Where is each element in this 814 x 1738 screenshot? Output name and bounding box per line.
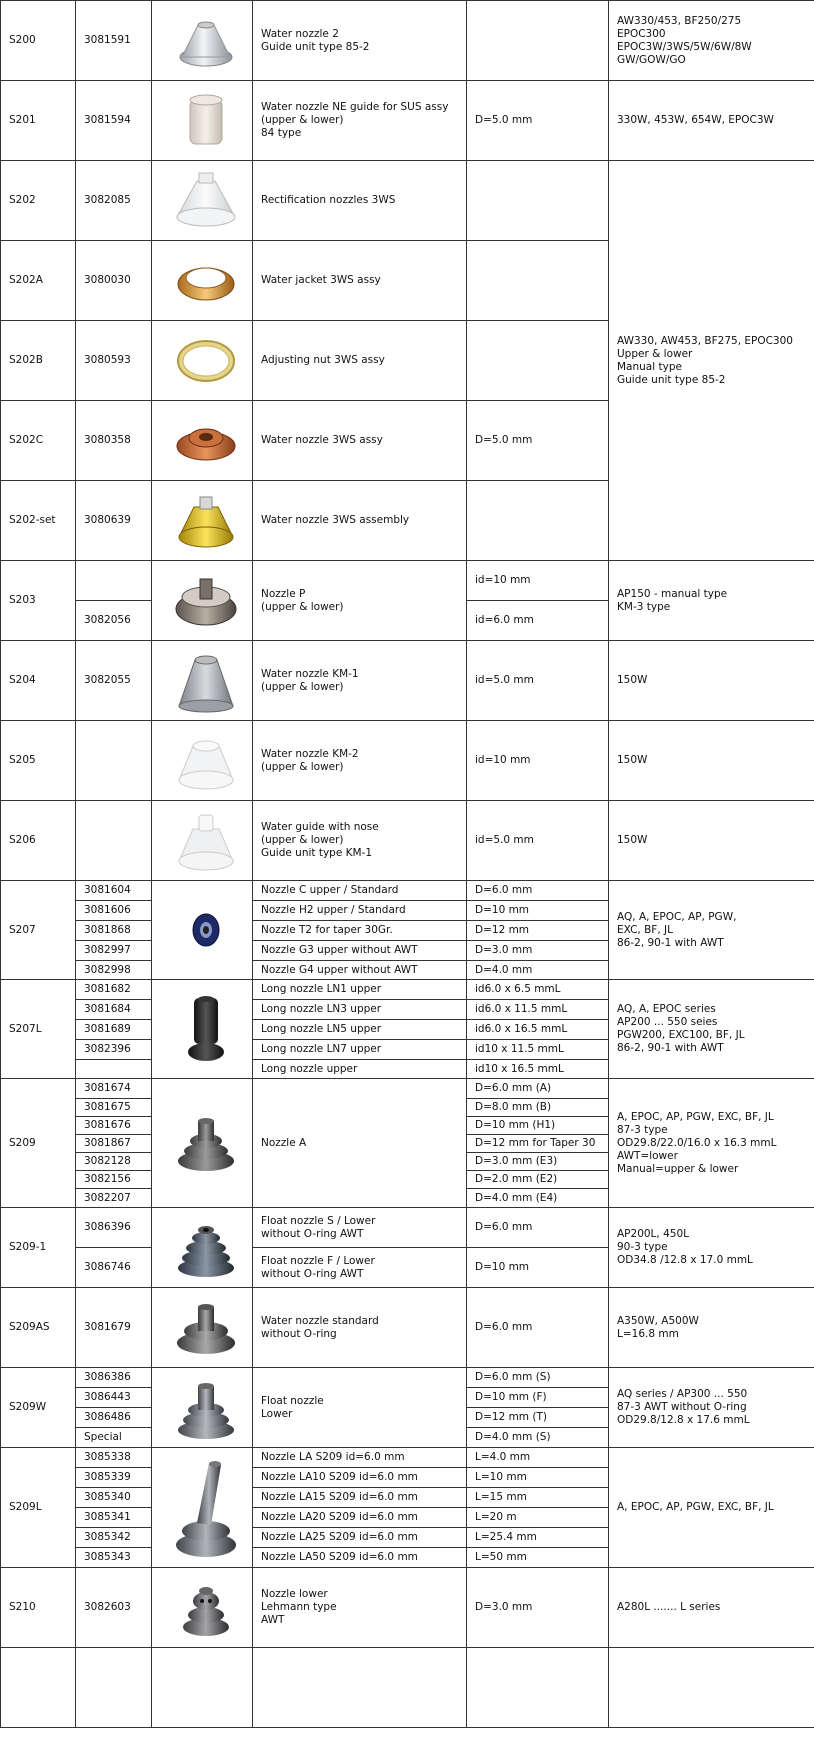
part-number: 3082055 (76, 641, 152, 721)
water-nozzle-image (176, 13, 236, 69)
spec: D=3.0 mm (467, 941, 609, 961)
description: Nozzle G3 upper without AWT (253, 941, 467, 961)
spec: D=12 mm (T) (467, 1408, 609, 1428)
spec: D=10 mm (467, 1248, 609, 1288)
spec: D=6.0 mm (467, 1288, 609, 1368)
item-code: S203 (1, 561, 76, 641)
part-number: 3082156 (76, 1171, 152, 1189)
spec (467, 161, 609, 241)
description: Nozzle LA S209 id=6.0 mm (253, 1448, 467, 1468)
water-guide-image (175, 809, 237, 873)
part-number: 3086396 (76, 1208, 152, 1248)
nozzle-lower-lehmann-image (180, 1577, 232, 1639)
spec: D=4.0 mm (S) (467, 1428, 609, 1448)
item-code: S207L (1, 980, 76, 1079)
part-number (76, 561, 152, 601)
part-number: 3081591 (76, 1, 152, 81)
description: Water nozzle 3WS assy (253, 401, 467, 481)
item-code: S202 (1, 161, 76, 241)
part-number: 3081682 (76, 980, 152, 1000)
part-number: 3081868 (76, 921, 152, 941)
description: Nozzle LA10 S209 id=6.0 mm (253, 1468, 467, 1488)
empty-cell (1, 1648, 76, 1728)
part-number: 3082998 (76, 961, 152, 980)
description: Water jacket 3WS assy (253, 241, 467, 321)
copper-nozzle-image (174, 418, 238, 464)
spec: D=10 mm (H1) (467, 1117, 609, 1135)
spec: L=50 mm (467, 1548, 609, 1568)
description: Nozzle H2 upper / Standard (253, 901, 467, 921)
spec: id=5.0 mm (467, 801, 609, 881)
description: Water nozzle 2 Guide unit type 85-2 (253, 1, 467, 81)
part-number: 3082128 (76, 1153, 152, 1171)
description: Float nozzle Lower (253, 1368, 467, 1448)
part-image (152, 1368, 253, 1448)
item-code: S202-set (1, 481, 76, 561)
spec: D=2.0 mm (E2) (467, 1171, 609, 1189)
float-nozzle-lower-image (175, 1374, 237, 1442)
description: Nozzle LA20 S209 id=6.0 mm (253, 1508, 467, 1528)
description: Nozzle T2 for taper 30Gr. (253, 921, 467, 941)
part-image (152, 1568, 253, 1648)
item-code: S209W (1, 1368, 76, 1448)
compatibility: AP150 - manual type KM-3 type (609, 561, 814, 641)
table-row (1, 721, 814, 801)
description: Nozzle LA50 S209 id=6.0 mm (253, 1548, 467, 1568)
table-row (1, 641, 814, 721)
part-number: 3082207 (76, 1189, 152, 1208)
part-number: 3081679 (76, 1288, 152, 1368)
part-number: 3080593 (76, 321, 152, 401)
compatibility: A280L ....... L series (609, 1568, 814, 1648)
item-code: S202B (1, 321, 76, 401)
description: Nozzle C upper / Standard (253, 881, 467, 901)
description: Long nozzle LN7 upper (253, 1040, 467, 1060)
description: Long nozzle upper (253, 1060, 467, 1079)
part-number: 3081689 (76, 1020, 152, 1040)
description: Nozzle LA25 S209 id=6.0 mm (253, 1528, 467, 1548)
item-code: S206 (1, 801, 76, 881)
item-code: S200 (1, 1, 76, 81)
table-row (1, 1288, 814, 1368)
spec: D=12 mm for Taper 30 (467, 1135, 609, 1153)
description: Rectification nozzles 3WS (253, 161, 467, 241)
float-nozzle-image (175, 1216, 237, 1280)
part-image (152, 881, 253, 980)
description: Float nozzle S / Lower without O-ring AWT (253, 1208, 467, 1248)
description: Water nozzle KM-1 (upper & lower) (253, 641, 467, 721)
spec: L=20 m (467, 1508, 609, 1528)
guide-nozzle-image (184, 92, 228, 150)
nozzle-a-image (175, 1111, 237, 1175)
part-image (152, 401, 253, 481)
compatibility: AW330/453, BF250/275 EPOC300 EPOC3W/3WS/5W/6W/8W GW/GOW/GO (609, 1, 814, 81)
water-jacket-image (175, 258, 237, 304)
part-number: 3085343 (76, 1548, 152, 1568)
nozzle-km1-image (175, 648, 237, 714)
part-number: 3081676 (76, 1117, 152, 1135)
spec: D=4.0 mm (467, 961, 609, 980)
spec: D=10 mm (467, 901, 609, 921)
item-code: S205 (1, 721, 76, 801)
table-row-empty (1, 1648, 814, 1728)
spec: D=10 mm (F) (467, 1388, 609, 1408)
item-code: S204 (1, 641, 76, 721)
part-image (152, 1079, 253, 1208)
spec: id=5.0 mm (467, 641, 609, 721)
part-number: 3082997 (76, 941, 152, 961)
spec: D=5.0 mm (467, 81, 609, 161)
part-number: 3082085 (76, 161, 152, 241)
description: Long nozzle LN5 upper (253, 1020, 467, 1040)
empty-cell (467, 1648, 609, 1728)
part-number: 3082056 (76, 601, 152, 641)
spec: L=4.0 mm (467, 1448, 609, 1468)
compatibility: AP200L, 450L 90-3 type OD34.8 /12.8 x 17.0 mmL (609, 1208, 814, 1288)
water-nozzle-standard-image (174, 1297, 238, 1359)
part-number: 3081684 (76, 1000, 152, 1020)
compatibility: AQ, A, EPOC, AP, PGW, EXC, BF, JL 86-2, 90-1 with AWT (609, 881, 814, 980)
part-number (76, 801, 152, 881)
description: Long nozzle LN3 upper (253, 1000, 467, 1020)
spec (467, 321, 609, 401)
part-number: 3080358 (76, 401, 152, 481)
part-number: 3081675 (76, 1099, 152, 1117)
part-number: 3081594 (76, 81, 152, 161)
table-row (1, 1448, 814, 1468)
part-image (152, 1288, 253, 1368)
part-image (152, 801, 253, 881)
part-number: 3082603 (76, 1568, 152, 1648)
table-row (1, 561, 814, 601)
description: Nozzle LA15 S209 id=6.0 mm (253, 1488, 467, 1508)
description: Long nozzle LN1 upper (253, 980, 467, 1000)
spec: id=6.0 mm (467, 601, 609, 641)
item-code: S209AS (1, 1288, 76, 1368)
adjusting-nut-image (175, 337, 237, 385)
part-image (152, 241, 253, 321)
description: Nozzle A (253, 1079, 467, 1208)
part-image (152, 1208, 253, 1288)
part-number: 3080639 (76, 481, 152, 561)
table-row (1, 1, 814, 81)
item-code: S209L (1, 1448, 76, 1568)
part-number: 3081674 (76, 1079, 152, 1099)
spec: D=3.0 mm (467, 1568, 609, 1648)
description: Water nozzle 3WS assembly (253, 481, 467, 561)
empty-cell (152, 1648, 253, 1728)
compatibility: 150W (609, 721, 814, 801)
spec: D=6.0 mm (A) (467, 1079, 609, 1099)
part-image (152, 481, 253, 561)
part-image (152, 321, 253, 401)
empty-cell (76, 1648, 152, 1728)
nozzle-c-image (191, 910, 221, 950)
table-row (1, 1079, 814, 1099)
spec: L=10 mm (467, 1468, 609, 1488)
description: Water nozzle standard without O-ring (253, 1288, 467, 1368)
compatibility: A, EPOC, AP, PGW, EXC, BF, JL (609, 1448, 814, 1568)
description: Nozzle lower Lehmann type AWT (253, 1568, 467, 1648)
table-row (1, 81, 814, 161)
item-code: S209 (1, 1079, 76, 1208)
compatibility: 330W, 453W, 654W, EPOC3W (609, 81, 814, 161)
table-row (1, 801, 814, 881)
part-number: 3086746 (76, 1248, 152, 1288)
spec: D=5.0 mm (467, 401, 609, 481)
part-number: 3081604 (76, 881, 152, 901)
spec: id10 x 16.5 mmL (467, 1060, 609, 1079)
part-number (76, 721, 152, 801)
part-image (152, 641, 253, 721)
part-image (152, 1448, 253, 1568)
part-number: 3086443 (76, 1388, 152, 1408)
item-code: S201 (1, 81, 76, 161)
nozzle-p-image (173, 573, 239, 629)
table-row (1, 1568, 814, 1648)
table-row (1, 980, 814, 1000)
compatibility: 150W (609, 641, 814, 721)
spec: id6.0 x 16.5 mmL (467, 1020, 609, 1040)
spec: D=8.0 mm (B) (467, 1099, 609, 1117)
table-row (1, 1208, 814, 1248)
spec: D=6.0 mm (467, 1208, 609, 1248)
part-image (152, 81, 253, 161)
nozzle-assembly-image (174, 491, 238, 551)
nozzle-km2-image (175, 730, 237, 792)
part-number (76, 1060, 152, 1079)
spec: id6.0 x 11.5 mmL (467, 1000, 609, 1020)
part-number: 3081867 (76, 1135, 152, 1153)
empty-cell (609, 1648, 814, 1728)
description: Adjusting nut 3WS assy (253, 321, 467, 401)
rectification-nozzle-image (173, 171, 239, 231)
spec (467, 481, 609, 561)
description: Nozzle P (upper & lower) (253, 561, 467, 641)
compatibility: 150W (609, 801, 814, 881)
part-number: 3085340 (76, 1488, 152, 1508)
spec (467, 241, 609, 321)
spec: id=10 mm (467, 561, 609, 601)
compatibility: AQ, A, EPOC series AP200 ... 550 seies PGW200, EXC100, BF, JL 86-2, 90-1 with AWT (609, 980, 814, 1079)
part-image (152, 161, 253, 241)
description: Water guide with nose (upper & lower) Guide unit type KM-1 (253, 801, 467, 881)
item-code: S202A (1, 241, 76, 321)
part-number: Special (76, 1428, 152, 1448)
part-number: 3085342 (76, 1528, 152, 1548)
spec: L=25.4 mm (467, 1528, 609, 1548)
compatibility: AW330, AW453, BF275, EPOC300 Upper & lower Manual type Guide unit type 85-2 (609, 161, 814, 561)
part-number: 3085341 (76, 1508, 152, 1528)
table-row (1, 881, 814, 901)
compatibility: A350W, A500W L=16.8 mm (609, 1288, 814, 1368)
compatibility: A, EPOC, AP, PGW, EXC, BF, JL 87-3 type OD29.8/22.0/16.0 x 16.3 mmL AWT=lower Manual=upper & lower (609, 1079, 814, 1208)
nozzle-la-image (173, 1453, 239, 1563)
item-code: S202C (1, 401, 76, 481)
table-row (1, 1368, 814, 1388)
part-number: 3086386 (76, 1368, 152, 1388)
spec: id6.0 x 6.5 mmL (467, 980, 609, 1000)
spec: D=4.0 mm (E4) (467, 1189, 609, 1208)
part-number: 3082396 (76, 1040, 152, 1060)
description: Nozzle G4 upper without AWT (253, 961, 467, 980)
part-image (152, 980, 253, 1079)
item-code: S207 (1, 881, 76, 980)
part-number: 3086486 (76, 1408, 152, 1428)
table-row (1, 161, 814, 241)
compatibility: AQ series / AP300 ... 550 87-3 AWT without O-ring OD29.8/12.8 x 17.6 mmL (609, 1368, 814, 1448)
item-code: S210 (1, 1568, 76, 1648)
description: Water nozzle NE guide for SUS assy (upper & lower) 84 type (253, 81, 467, 161)
part-number: 3085339 (76, 1468, 152, 1488)
part-number: 3085338 (76, 1448, 152, 1468)
part-image (152, 721, 253, 801)
spec: id10 x 11.5 mmL (467, 1040, 609, 1060)
long-nozzle-image (186, 994, 226, 1064)
spec: L=15 mm (467, 1488, 609, 1508)
empty-cell (253, 1648, 467, 1728)
spec (467, 1, 609, 81)
part-number: 3081606 (76, 901, 152, 921)
part-image (152, 1, 253, 81)
description: Float nozzle F / Lower without O-ring AWT (253, 1248, 467, 1288)
spec: D=3.0 mm (E3) (467, 1153, 609, 1171)
description: Water nozzle KM-2 (upper & lower) (253, 721, 467, 801)
spec: D=6.0 mm (S) (467, 1368, 609, 1388)
spec: id=10 mm (467, 721, 609, 801)
item-code: S209-1 (1, 1208, 76, 1288)
part-number: 3080030 (76, 241, 152, 321)
spec: D=6.0 mm (467, 881, 609, 901)
spec: D=12 mm (467, 921, 609, 941)
part-image (152, 561, 253, 641)
